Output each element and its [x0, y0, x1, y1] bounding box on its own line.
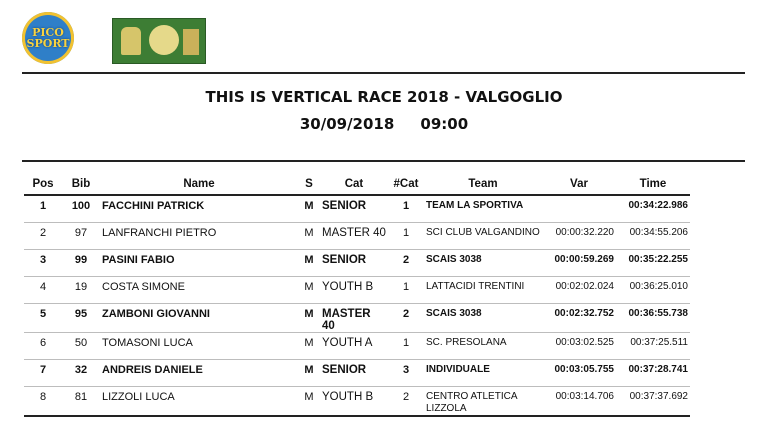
- col-header-team: Team: [424, 174, 542, 195]
- cell-cat: SENIOR: [320, 250, 388, 277]
- table-row: [24, 304, 690, 333]
- cell-time: 00:36:55.738: [616, 304, 690, 333]
- cell-var: 00:03:14.706: [542, 387, 616, 417]
- cell-bib: 100: [62, 195, 100, 223]
- race-datetime: 30/09/2018 09:00: [299, 115, 469, 133]
- cell-catnum: 1: [388, 223, 424, 250]
- cell-team: SC. PRESOLANA: [424, 333, 542, 360]
- cell-var: 00:00:32.220: [542, 223, 616, 250]
- cell-name: ZAMBONI GIOVANNI: [100, 304, 298, 333]
- cell-cat: YOUTH A: [320, 333, 388, 360]
- col-header-catnum: #Cat: [388, 174, 424, 195]
- cell-sex: M: [298, 387, 320, 417]
- cell-pos: 2: [24, 223, 62, 250]
- cell-bib: 50: [62, 333, 100, 360]
- header-divider: [22, 160, 745, 162]
- cell-team: TEAM LA SPORTIVA: [424, 195, 542, 223]
- col-header-sex: S: [298, 174, 320, 195]
- cell-team: SCAIS 3038: [424, 250, 542, 277]
- cell-team: LATTACIDI TRENTINI: [424, 277, 542, 304]
- col-header-var: Var: [542, 174, 616, 195]
- cell-bib: 81: [62, 387, 100, 417]
- cell-var: 00:03:05.755: [542, 360, 616, 387]
- cell-sex: M: [298, 277, 320, 304]
- table-row: [24, 277, 690, 304]
- table-row: [24, 223, 690, 250]
- cell-pos: 1: [24, 195, 62, 223]
- cell-sex: M: [298, 304, 320, 333]
- col-header-time: Time: [616, 174, 690, 195]
- race-title: THIS IS VERTICAL RACE 2018 - VALGOGLIO: [205, 88, 563, 106]
- cell-bib: 97: [62, 223, 100, 250]
- logo-shape: [149, 25, 179, 55]
- logo-shape: [121, 27, 141, 55]
- cell-pos: 3: [24, 250, 62, 277]
- cell-var: 00:02:32.752: [542, 304, 616, 333]
- cell-pos: 6: [24, 333, 62, 360]
- cell-name: FACCHINI PATRICK: [100, 195, 298, 223]
- cell-catnum: 2: [388, 387, 424, 417]
- cell-name: LANFRANCHI PIETRO: [100, 223, 298, 250]
- table-row: [24, 250, 690, 277]
- cell-catnum: 1: [388, 277, 424, 304]
- col-header-bib: Bib: [62, 174, 100, 195]
- col-header-cat: Cat: [320, 174, 388, 195]
- cell-catnum: 2: [388, 250, 424, 277]
- cell-team: INDIVIDUALE: [424, 360, 542, 387]
- table-row: [24, 333, 690, 360]
- cell-team: SCI CLUB VALGANDINO: [424, 223, 542, 250]
- cell-bib: 32: [62, 360, 100, 387]
- cell-time: 00:37:25.511: [616, 333, 690, 360]
- cell-time: 00:37:28.741: [616, 360, 690, 387]
- cell-time: 00:36:25.010: [616, 277, 690, 304]
- cell-catnum: 1: [388, 333, 424, 360]
- cell-sex: M: [298, 223, 320, 250]
- cell-pos: 7: [24, 360, 62, 387]
- cell-bib: 99: [62, 250, 100, 277]
- cell-time: 00:35:22.255: [616, 250, 690, 277]
- cell-cat: MASTER 40: [320, 304, 388, 333]
- cell-sex: M: [298, 250, 320, 277]
- cell-var: 00:03:02.525: [542, 333, 616, 360]
- event-logo: [112, 18, 206, 64]
- cell-catnum: 1: [388, 195, 424, 223]
- cell-catnum: 3: [388, 360, 424, 387]
- col-header-pos: Pos: [24, 174, 62, 195]
- table-header-row: [24, 174, 690, 195]
- cell-sex: M: [298, 333, 320, 360]
- table-row: [24, 360, 690, 387]
- pico-sport-logo: [22, 12, 74, 64]
- cell-var: 00:02:02.024: [542, 277, 616, 304]
- cell-pos: 4: [24, 277, 62, 304]
- cell-pos: 8: [24, 387, 62, 417]
- cell-cat: YOUTH B: [320, 387, 388, 417]
- cell-sex: M: [298, 360, 320, 387]
- cell-bib: 95: [62, 304, 100, 333]
- col-header-name: Name: [100, 174, 298, 195]
- cell-cat: MASTER 40: [320, 223, 388, 250]
- cell-time: 00:37:37.692: [616, 387, 690, 417]
- cell-name: COSTA SIMONE: [100, 277, 298, 304]
- cell-name: PASINI FABIO: [100, 250, 298, 277]
- cell-team: CENTRO ATLETICA LIZZOLA: [424, 387, 542, 417]
- cell-var: 00:00:59.269: [542, 250, 616, 277]
- cell-var: [542, 195, 616, 223]
- cell-catnum: 2: [388, 304, 424, 333]
- cell-name: TOMASONI LUCA: [100, 333, 298, 360]
- cell-cat: YOUTH B: [320, 277, 388, 304]
- cell-time: 00:34:55.206: [616, 223, 690, 250]
- table-row: [24, 195, 690, 223]
- table-row: [24, 387, 690, 417]
- cell-cat: SENIOR: [320, 195, 388, 223]
- cell-cat: SENIOR: [320, 360, 388, 387]
- results-table: [24, 174, 690, 417]
- cell-name: ANDREIS DANIELE: [100, 360, 298, 387]
- logo-text-line1: PICO: [32, 26, 64, 39]
- cell-sex: M: [298, 195, 320, 223]
- logo-text-line2: SPORT: [26, 37, 70, 50]
- top-divider: [22, 72, 745, 74]
- cell-team: SCAIS 3038: [424, 304, 542, 333]
- cell-name: LIZZOLI LUCA: [100, 387, 298, 417]
- cell-pos: 5: [24, 304, 62, 333]
- cell-time: 00:34:22.986: [616, 195, 690, 223]
- logo-shape: [183, 29, 199, 55]
- cell-bib: 19: [62, 277, 100, 304]
